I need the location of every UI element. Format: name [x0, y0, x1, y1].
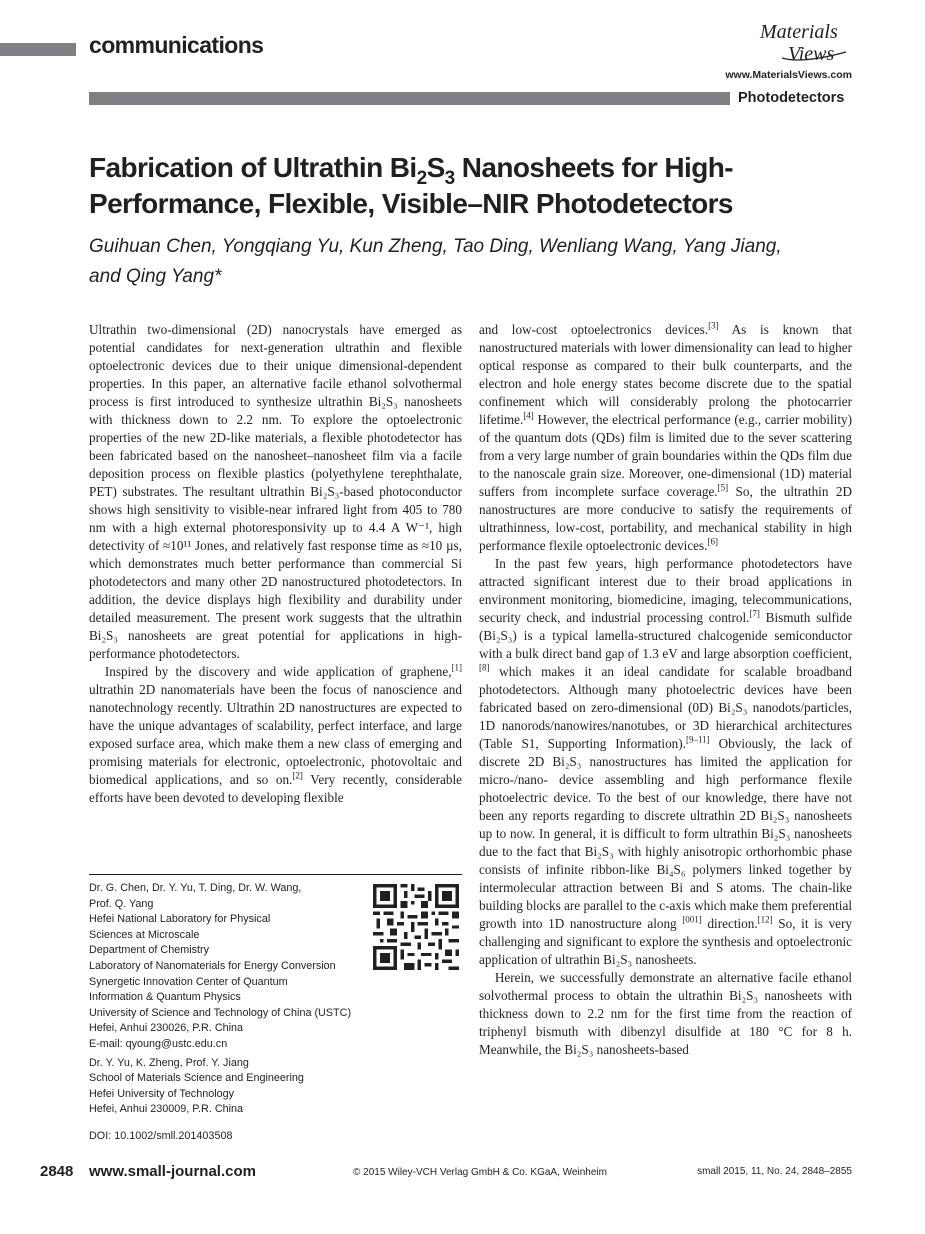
email-link[interactable]: E-mail: qyoung@ustc.edu.cn	[89, 1037, 228, 1050]
logo-graphic	[752, 18, 852, 66]
affiliation-line: Department of Chemistry	[89, 944, 210, 957]
affiliation-line: Synergetic Innovation Center of Quantum	[89, 975, 288, 988]
header-bar-long	[89, 92, 730, 105]
journal-url[interactable]: www.small-journal.com	[89, 1163, 256, 1180]
affiliation-line: Prof. Q. Yang	[89, 897, 154, 910]
body-paragraph: Herein, we successfully demonstrate an alternative facile ethanol solvothermal process to obtain the ultrathin Bi₂S₃ nanosheets with thickness down to 2.2 nm for the first time from the reaction of triphenyl bismuth with dibenzyl disulfide at 180 °C for 8 h. Meanwhile, the Bi₂S₃ nanosheets-based	[479, 970, 852, 1057]
materials-views-logo[interactable]	[752, 18, 852, 66]
logo-text-line2: Views	[788, 43, 835, 65]
section-label: communications	[89, 32, 264, 58]
header-bar-left	[0, 43, 76, 56]
affiliation-line: Hefei National Laboratory for Physical	[89, 913, 271, 926]
affiliations	[89, 881, 379, 1118]
affiliation-line: Sciences at Microscale	[89, 928, 200, 941]
article-title	[89, 150, 849, 222]
affiliation-line: School of Materials Science and Engineering	[89, 1072, 304, 1085]
topic-label: Photodetectors	[738, 90, 845, 106]
copyright-notice: © 2015 Wiley-VCH Verlag GmbH & Co. KGaA, Weinheim	[353, 1167, 607, 1178]
text-column-left	[89, 321, 462, 807]
affiliation-line: Dr. G. Chen, Dr. Y. Yu, T. Ding, Dr. W. Wang,	[89, 882, 302, 894]
authors-line-1: Guihuan Chen, Yongqiang Yu, Kun Zheng, Tao Ding, Wenliang Wang, Yang Jiang,	[89, 236, 782, 257]
affiliation-line: Hefei, Anhui 230026, P.R. China	[89, 1022, 244, 1035]
body-paragraph: Inspired by the discovery and wide application of graphene,[1] ultrathin 2D nanomaterials have been the focus of nanoscience and nanotechnology recently. Ultrathin 2D nanostructures are expected to have the unique advantages of scalability, perfect interface, and large exposed surface area, which make them a new class of emerging and promising materials for electronic, optoelectronic, photovoltaic and biomedical applications, and so on.[2] Very recently, considerable efforts have been devoted to developing flexible	[89, 662, 462, 805]
page-number: 2848	[40, 1163, 74, 1180]
affiliation-line: Hefei University of Technology	[89, 1087, 235, 1100]
body-paragraph: and low-cost optoelectronics devices.[3] As is known that nanostructured materials with lower dimensionality can lead to higher optical response as compared to their bulk counterparts, and the electron and hole energy states become discrete due to the spatial confinement which will considerably prolong the photocarrier lifetime.[4] However, the electrical performance (e.g., carrier mobility) of the quantum dots (QDs) film is limited due to the sever scattering from a very large number of grain boundaries within the QDs film due to the nanoscale grain size. Moreover, one-dimensional (1D) material suffers from incomplete surface coverage.[5] So, the ultrathin 2D nanostructures are more conducive to satisfy the requirements of ultrathinness, low-cost, portability, and mechanical stability in high performance flexile optoelectronic devices.[6]	[479, 320, 852, 553]
doi-link[interactable]: DOI: 10.1002/smll.201403508	[89, 1130, 233, 1142]
logo-text-line1: Materials	[760, 21, 838, 43]
affiliation-divider	[89, 874, 462, 875]
affiliation-line: University of Science and Technology of China (USTC)	[89, 1006, 352, 1019]
title-line-2: Performance, Flexible, Visible–NIR Photodetectors	[89, 188, 733, 219]
author-list	[89, 232, 849, 292]
title-line-1: Fabrication of Ultrathin $Bi_2S_3$ Nanosheets for High-	[89, 152, 733, 189]
abstract-paragraph: Ultrathin two-dimensional (2D) nanocrystals have emerged as potential candidates for next-generation ultrathin and flexible optoelectronic devices due to their unique dimensional-dependent properties. In this paper, an alternative facile ethanol solvothermal process is first introduced to synthesize ultrathin Bi₂S₃ nanosheets with thickness down to 2.2 nm. To explore the optoelectronic properties of the new 2D-like materials, a flexible photodetector has been fabricated based on the nanosheet–nanosheet film via a facile deposition process on flexible plastics (polyethylene terephthalate, PET) substrates. The resultant ultrathin Bi₂S₃-based photoconductor shows high sensitivity to visible-near infrared light from 405 to 780 nm with a high external photoresponsivity up to 4.4 A W⁻¹, high detectivity of ≈10¹¹ Jones, and relatively fast response time as ≈10 µs, which demonstrates much better performance than commercial Si photodetectors and many other 2D nanostructured photodetectors. In addition, the device displays high flexibility and durability under detailed measurement. The present work suggests that the ultrathin Bi₂S₃ nanosheets are great potential for applications in high-performance photodetectors.	[89, 322, 462, 661]
text-column-right	[479, 321, 852, 1059]
affiliation-line: Hefei, Anhui 230009, P.R. China	[89, 1103, 244, 1116]
authors-line-2: and Qing Yang*	[89, 266, 222, 287]
qr-code-icon[interactable]	[373, 884, 459, 970]
affiliation-line: Information & Quantum Physics	[89, 991, 241, 1004]
affiliation-line: Dr. Y. Yu, K. Zheng, Prof. Y. Jiang	[89, 1056, 249, 1069]
logo-url[interactable]: www.MaterialsViews.com	[725, 69, 852, 81]
body-paragraph: In the past few years, high performance photodetectors have attracted significant interest due to their broad applications in environment monitoring, biomedicine, imaging, telecommunications, security check, and industrial processing control.[7] Bismuth sulfide (Bi₂S₃) is a typical lamella-structured chalcogenide semiconductor with a bulk direct band gap of 1.3 eV and large absorption coefficient,[8] which makes it an ideal candidate for scalable broadband photodetectors. Although many photoelectric devices have been fabricated based on zero-dimensional (0D) Bi₂S₃ nanodots/particles, 1D nanorods/nanowires/nanotubes, or 3D hierarchical architectures (Table S1, Supporting Information).[9–11] Obviously, the lack of discrete 2D Bi₂S₃ nanostructures has limited the application for micro-/nano- device assembling and high performance flexile photoelectric device. To the best of our knowledge, there have not been any reports regarding to discrete ultrathin 2D Bi₂S₃ nanosheets up to now. In general, it is difficult to form ultrathin Bi₂S₃ nanosheets due to the fact that Bi₂S₃ with highly anisotropic orthorhombic phase consists of infinite ribbon-like Bi₄S₆ polymers linked together by intermolecular attraction between Bi and S atoms. The chain-like building blocks are parallel to the c-axis which make them preferential growth into 1D nanostructure along [001] direction.[12] So, it is very challenging and significant to explore the synthesis and optoelectronic application of ultrathin Bi₂S₃ nanosheets.	[479, 556, 853, 967]
qr-graphic	[373, 884, 459, 970]
citation-line: small 2015, 11, No. 24, 2848–2855	[697, 1166, 852, 1177]
affiliation-line: Laboratory of Nanomaterials for Energy Conversion	[89, 959, 336, 972]
